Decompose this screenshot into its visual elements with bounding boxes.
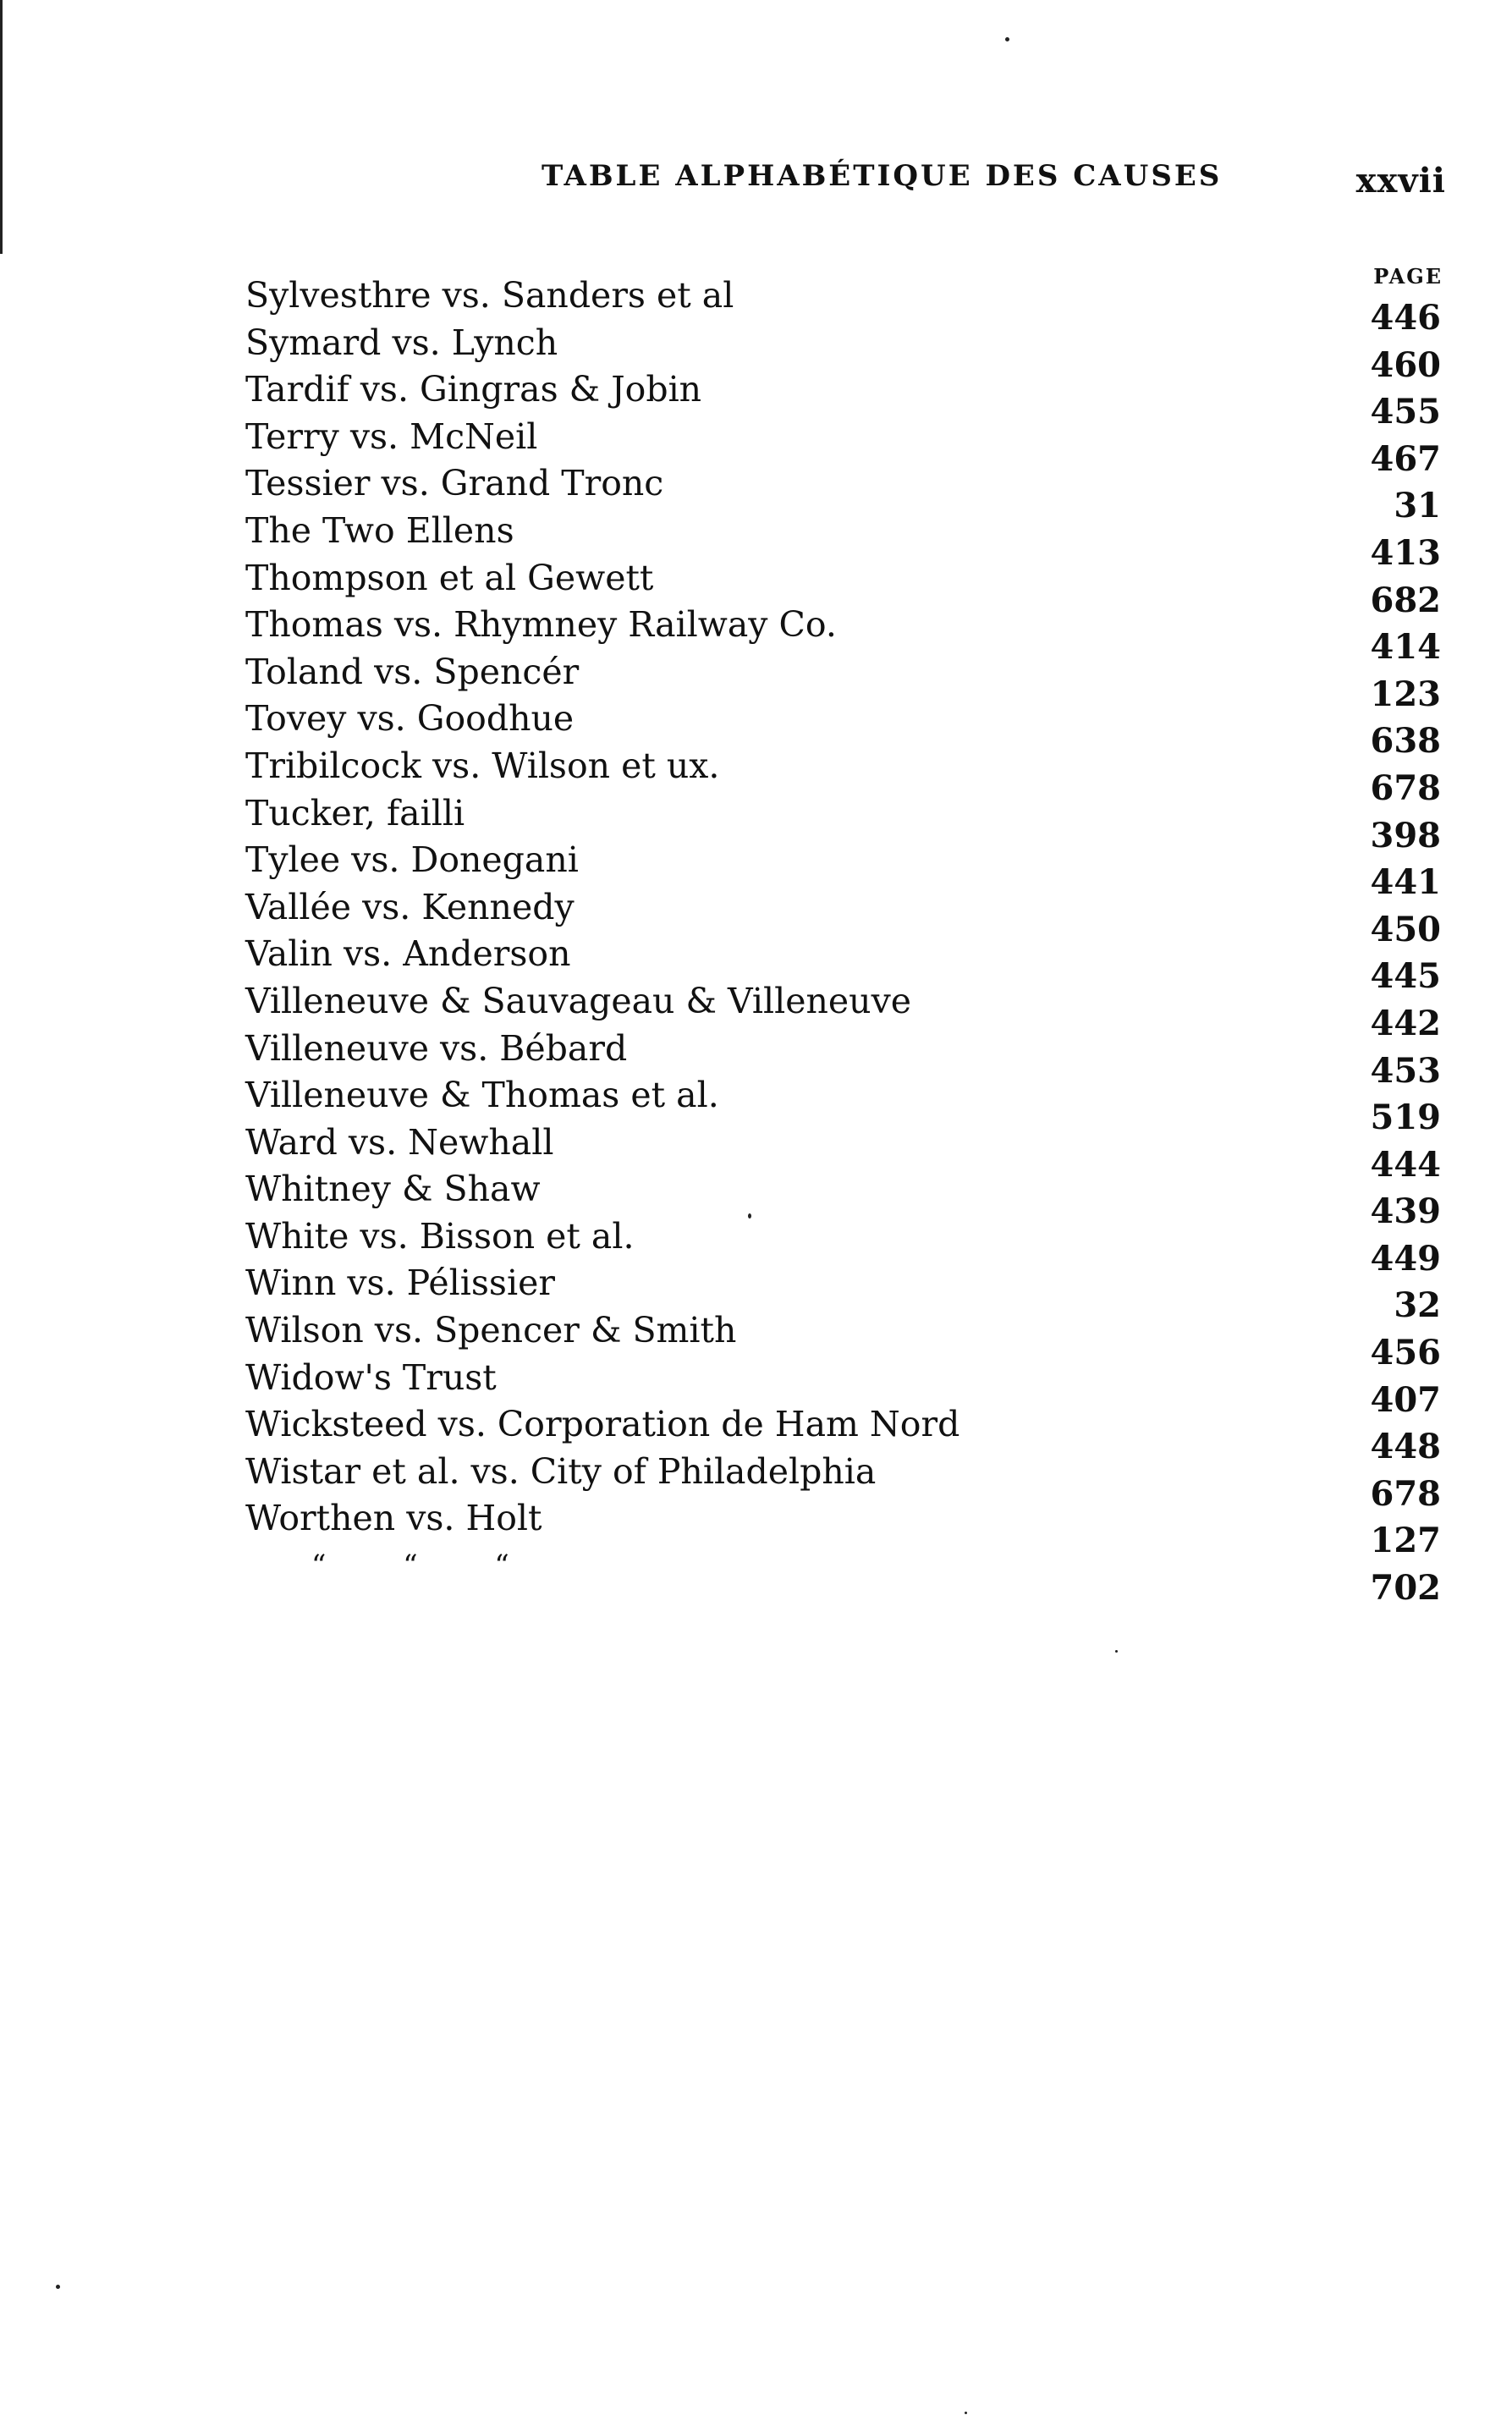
entry-text: Thompson et al Gewett	[245, 557, 654, 598]
page-number: 455	[1370, 392, 1441, 432]
page-number: 456	[1370, 1333, 1441, 1373]
page-number: 682	[1370, 580, 1441, 620]
entry-text: Villeneuve & Sauvageau & Villeneuve	[245, 980, 912, 1021]
entry-text: Tardif vs. Gingras & Jobin	[245, 369, 702, 410]
entry-text: Widow's Trust	[245, 1356, 497, 1398]
page-number: 445	[1370, 956, 1441, 997]
entry-text: Tovey vs. Goodhue	[245, 698, 575, 740]
scan-speck	[1115, 1650, 1118, 1653]
page-number: 467	[1370, 438, 1441, 479]
entry-text: Tessier vs. Grand Tronc	[245, 463, 664, 504]
page-number: 413	[1370, 532, 1441, 573]
page-number: 448	[1370, 1427, 1441, 1467]
page-number: 449	[1370, 1238, 1441, 1279]
entry-text: Toland vs. Spencér	[245, 651, 580, 692]
scan-speck	[748, 1213, 751, 1219]
entry-text: Ward vs. Newhall	[245, 1121, 554, 1163]
page-number: 439	[1370, 1191, 1441, 1232]
page-number: 519	[1370, 1097, 1441, 1138]
entry-text: Vallée vs. Kennedy	[245, 886, 575, 927]
running-title: TABLE ALPHABÉTIQUE DES CAUSES	[542, 159, 1223, 193]
entry-text: Villeneuve vs. Bébard	[245, 1027, 628, 1069]
entry-text: Valin vs. Anderson	[245, 933, 571, 975]
entry-text: White vs. Bisson et al.	[245, 1215, 635, 1257]
page-number: 453	[1370, 1050, 1441, 1091]
entry-text: Terry vs. McNeil	[245, 415, 538, 457]
entry-text: Thomas vs. Rhymney Railway Co.	[245, 604, 837, 646]
entry-text: Whitney & Shaw	[245, 1169, 541, 1210]
scan-speck	[56, 2285, 60, 2289]
entry-text: Wicksteed vs. Corporation de Ham Nord	[245, 1404, 960, 1445]
page-number: 414	[1370, 627, 1441, 668]
entry-text: Tribilcock vs. Wilson et ux.	[245, 745, 720, 786]
page-number: 398	[1370, 815, 1441, 855]
entry-text: Tylee vs. Donegani	[245, 839, 579, 881]
entry-text: Wilson vs. Spencer & Smith	[245, 1310, 737, 1351]
page-number: 31	[1394, 486, 1441, 526]
scan-speck	[1005, 37, 1009, 41]
entry-text: Tucker, failli	[245, 792, 465, 833]
page-number: 702	[1370, 1568, 1441, 1609]
folio: xxvii	[1355, 161, 1446, 201]
page-number: 32	[1394, 1285, 1441, 1326]
page-number-column	[1322, 294, 1441, 1612]
page-number: 678	[1370, 767, 1441, 808]
entry-text: Wistar et al. vs. City of Philadelphia	[245, 1450, 877, 1492]
page-number: 678	[1370, 1473, 1441, 1514]
entry-text: Winn vs. Pélissier	[245, 1263, 555, 1304]
page-number: 123	[1370, 674, 1441, 714]
page-number: 444	[1370, 1144, 1441, 1185]
page-number: 441	[1370, 862, 1441, 903]
entry-text: Symard vs. Lynch	[245, 322, 558, 363]
entry-text: The Two Ellens	[245, 509, 514, 551]
ditto-marks: “ “ “	[311, 1549, 543, 1583]
page-number: 442	[1370, 1003, 1441, 1043]
page-number: 446	[1370, 298, 1441, 338]
scan-speck	[965, 2412, 967, 2414]
page-number: 450	[1370, 909, 1441, 949]
entry-list	[245, 272, 960, 1590]
entry-text: Villeneuve & Thomas et al.	[245, 1075, 719, 1116]
page-number: 638	[1370, 721, 1441, 762]
page-number: 460	[1370, 344, 1441, 385]
page-number: 407	[1370, 1379, 1441, 1420]
entry-text: Sylvesthre vs. Sanders et al	[245, 275, 734, 316]
binding-edge	[0, 0, 3, 254]
entry-text: Worthen vs. Holt	[245, 1498, 542, 1539]
page-column-label: PAGE	[1373, 264, 1443, 289]
page-number: 127	[1370, 1521, 1441, 1561]
